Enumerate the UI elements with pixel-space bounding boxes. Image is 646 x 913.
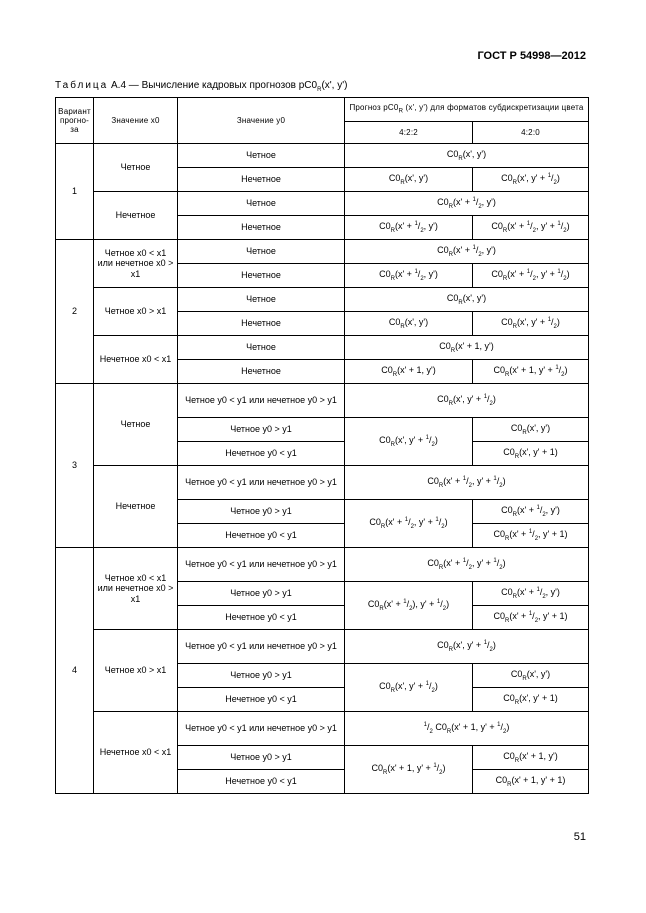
forecast-cell: $C0_R(x'$, $y' + ^1/_2$)	[345, 418, 473, 466]
variant-cell: 1	[56, 144, 94, 240]
variant-cell: 3	[56, 384, 94, 548]
forecast-cell: $C0_R(x' + 1$, y')	[345, 336, 589, 360]
x0-cell: Четное x0 > x1	[94, 630, 178, 712]
forecast-cell: $C0_R(x' + ^1/_2$, y')	[345, 192, 589, 216]
table-caption: Таблица А.4 — Вычисление кадровых прогнозов $pC0_R(x'$, y')	[55, 80, 348, 93]
y0-cell: Нечетное y0 < y1	[178, 524, 345, 548]
x0-cell: Четное x0 < x1 или нечетное x0 > x1	[94, 548, 178, 630]
y0-cell: Четное y0 < y1 или нечетное y0 > y1	[178, 548, 345, 582]
standard-header: ГОСТ Р 54998—2012	[477, 50, 586, 62]
forecast-cell: $C0_R(x' + 1$, $y' + ^1/_2$)	[473, 360, 589, 384]
x0-cell: Нечетное	[94, 466, 178, 548]
x0-cell: Нечетное x0 < x1	[94, 712, 178, 794]
table-row	[56, 384, 589, 418]
forecast-cell: $C0_R(x' + ^1/_2$, $y' + ^1/_2$)	[473, 216, 589, 240]
forecast-cell: $C0_R(x'$, y')	[345, 312, 473, 336]
table-row	[56, 466, 589, 500]
forecast-cell: $C0_R(x'$, $y' + ^1/_2$)	[345, 664, 473, 712]
forecast-cell: $C0_R(x' + ^1/_2$, y')	[345, 216, 473, 240]
y0-cell: Нечетное y0 < y1	[178, 770, 345, 794]
y0-cell: Четное y0 < y1 или нечетное y0 > y1	[178, 384, 345, 418]
forecast-cell: $C0_R(x'$, y')	[345, 144, 589, 168]
forecast-cell: $C0_R(x'$, $y' + ^1/_2$)	[345, 384, 589, 418]
table-row	[56, 548, 589, 582]
table-row	[56, 240, 589, 264]
forecast-cell: $C0_R(x' + ^1/_2$, y')	[345, 240, 589, 264]
forecast-cell: $C0_R(x' + 1$, $y' + ^1/_2$)	[345, 746, 473, 794]
forecast-cell: $C0_R(x'$, y')	[473, 418, 589, 442]
y0-cell: Четное y0 > y1	[178, 746, 345, 770]
variant-cell: 4	[56, 548, 94, 794]
y0-cell: Нечетное	[178, 360, 345, 384]
forecast-cell: $C0_R(x' + ^1/_2$, y')	[345, 264, 473, 288]
forecast-cell: $C0_R(x'$, y')	[345, 288, 589, 312]
forecast-table	[55, 97, 589, 794]
col-x0: Значение x0	[94, 98, 178, 144]
forecast-cell: $C0_R(x' + ^1/_2)$, $y' + ^1/_2$)	[345, 582, 473, 630]
forecast-cell: $C0_R(x' + ^1/_2$, y')	[473, 500, 589, 524]
y0-cell: Четное	[178, 336, 345, 360]
table-row	[56, 630, 589, 664]
forecast-cell: $C0_R(x'$, y' + 1)	[473, 688, 589, 712]
forecast-cell: $C0_R(x' + ^1/_2$, $y' + ^1/_2$)	[473, 264, 589, 288]
table-row	[56, 288, 589, 312]
y0-cell: Нечетное	[178, 312, 345, 336]
x0-cell: Четное	[94, 144, 178, 192]
forecast-cell: $C0_R(x'$, y')	[473, 664, 589, 688]
forecast-cell: $C0_R(x'$, y' + 1)	[473, 442, 589, 466]
y0-cell: Четное y0 > y1	[178, 418, 345, 442]
forecast-cell: $^1/_2$ $C0_R(x' + 1$, $y' + ^1/_2$)	[345, 712, 589, 746]
table-row	[56, 192, 589, 216]
col-forecast: Прогноз $pC0_R$ (x', y') для форматов субдискретизации цвета	[345, 98, 589, 122]
forecast-cell: $C0_R(x'$, $y' + ^1/_2$)	[345, 630, 589, 664]
x0-cell: Четное	[94, 384, 178, 466]
col-420: 4:2:0	[473, 122, 589, 144]
forecast-cell: $C0_R(x'$, $y' + ^1/_2$)	[473, 312, 589, 336]
forecast-cell: $C0_R(x'$, y')	[345, 168, 473, 192]
forecast-cell: $C0_R(x' + ^1/_2$, $y' + ^1/_2$)	[345, 500, 473, 548]
y0-cell: Нечетное	[178, 168, 345, 192]
y0-cell: Четное y0 < y1 или нечетное y0 > y1	[178, 630, 345, 664]
y0-cell: Четное	[178, 192, 345, 216]
y0-cell: Четное y0 < y1 или нечетное y0 > y1	[178, 712, 345, 746]
forecast-cell: $C0_R(x' + ^1/_2$, y' + 1)	[473, 606, 589, 630]
y0-cell: Нечетное y0 < y1	[178, 606, 345, 630]
y0-cell: Нечетное y0 < y1	[178, 442, 345, 466]
y0-cell: Четное y0 > y1	[178, 582, 345, 606]
y0-cell: Четное y0 > y1	[178, 500, 345, 524]
y0-cell: Четное y0 > y1	[178, 664, 345, 688]
variant-cell: 2	[56, 240, 94, 384]
y0-cell: Нечетное	[178, 264, 345, 288]
forecast-cell: $C0_R(x' + 1$, y')	[345, 360, 473, 384]
forecast-cell: $C0_R(x' + 1$, y' + 1)	[473, 770, 589, 794]
page-number: 51	[573, 831, 586, 843]
y0-cell: Четное	[178, 288, 345, 312]
forecast-cell: $C0_R(x' + ^1/_2$, y')	[473, 582, 589, 606]
forecast-cell: $C0_R(x' + ^1/_2$, y' + 1)	[473, 524, 589, 548]
x0-cell: Нечетное x0 < x1	[94, 336, 178, 384]
y0-cell: Нечетное y0 < y1	[178, 688, 345, 712]
forecast-cell: $C0_R(x'$, $y' + ^1/_2$)	[473, 168, 589, 192]
x0-cell: Четное x0 < x1 или нечетное x0 > x1	[94, 240, 178, 288]
col-variant: Вариант прогно-за	[56, 98, 94, 144]
x0-cell: Нечетное	[94, 192, 178, 240]
forecast-cell: $C0_R(x' + ^1/_2$, $y' + ^1/_2$)	[345, 466, 589, 500]
y0-cell: Нечетное	[178, 216, 345, 240]
table-row	[56, 336, 589, 360]
forecast-cell: $C0_R(x' + ^1/_2$, $y' + ^1/_2$)	[345, 548, 589, 582]
x0-cell: Четное x0 > x1	[94, 288, 178, 336]
col-422: 4:2:2	[345, 122, 473, 144]
table-row	[56, 144, 589, 168]
col-y0: Значение y0	[178, 98, 345, 144]
y0-cell: Четное	[178, 240, 345, 264]
y0-cell: Четное	[178, 144, 345, 168]
table-row	[56, 712, 589, 746]
y0-cell: Четное y0 < y1 или нечетное y0 > y1	[178, 466, 345, 500]
forecast-cell: $C0_R(x' + 1$, y')	[473, 746, 589, 770]
